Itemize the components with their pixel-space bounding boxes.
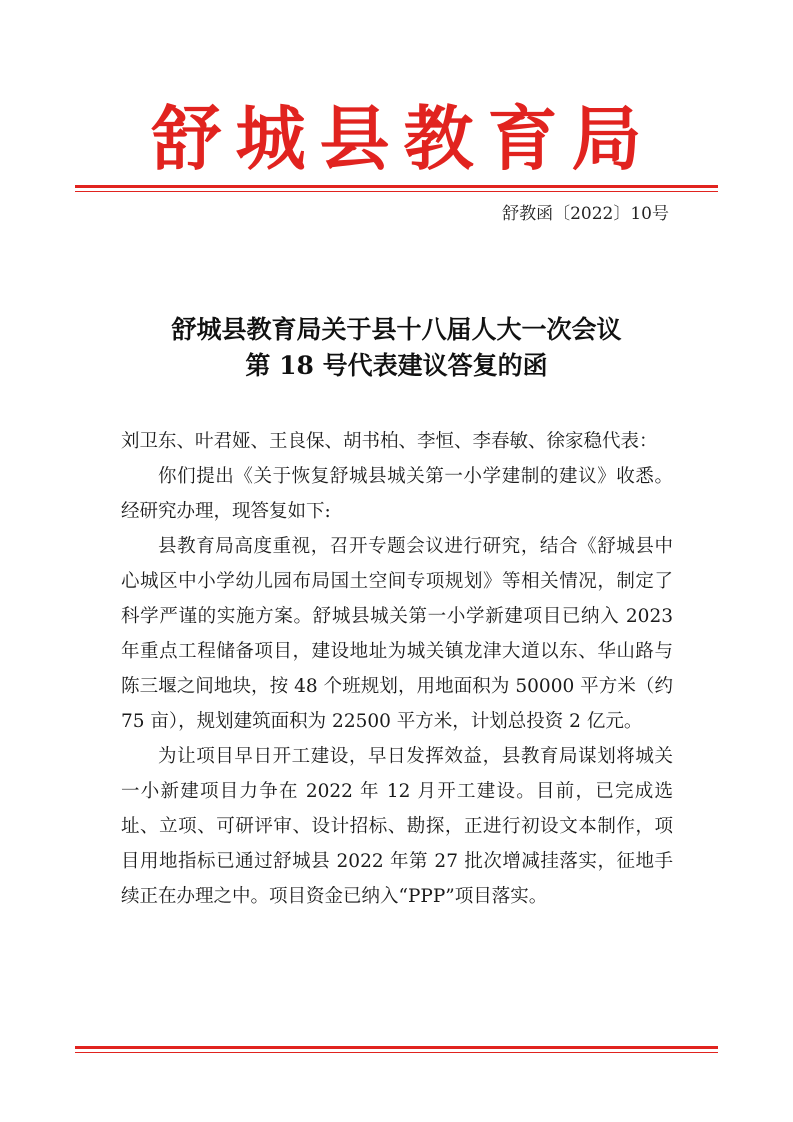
document-title [0, 312, 793, 384]
body-paragraph-1: 你们提出《关于恢复舒城县城关第一小学建制的建议》收悉。经研究办理，现答复如下: [121, 466, 673, 522]
salutation: 刘卫东、叶君娅、王良保、胡书柏、李恒、李春敏、徐家稳代表： [121, 431, 658, 452]
body-paragraph-2: 县教育局高度重视，召开专题会议进行研究，结合《舒城县中心城区中小学幼儿园布局国土空间专项规划》等相关情况，制定了科学严谨的实施方案。舒城县城关第一小学新建项目已纳入 2023 年重点工程储备项目，建设地址为城关镇龙津大道以东、华山路与陈三堰之间地块，按 48 个班规划，用地面积为 50000 平方米（约 75 亩），规划建筑面积为 22500 平方米，计划总投资 2 亿元。 [121, 536, 673, 732]
footer-red-rule [75, 1046, 718, 1053]
body-paragraph-3: 为让项目早日开工建设，早日发挥效益，县教育局谋划将城关一小新建项目力争在 2022 年 12 月开工建设。目前，已完成选址、立项、可研评审、设计招标、勘探，正进行初设文本制作，项目用地指标已通过舒城县 2022 年第 27 批次增减挂落实，征地手续正在办理之中。项目资金已纳入“PPP”项目落实。 [121, 746, 673, 907]
title-line-1: 舒城县教育局关于县十八届人大一次会议 [171, 315, 622, 344]
header-red-rule [75, 185, 718, 192]
masthead-agency-name: 舒城县教育局 [151, 97, 656, 180]
document-number: 舒教函〔2022〕10号 [502, 204, 669, 224]
title-line-2: 第 18 号代表建议答复的函 [245, 351, 548, 380]
footer-rule-thin [75, 1052, 718, 1053]
header-rule-thin [75, 191, 718, 192]
footer-rule-thick [75, 1046, 718, 1049]
document-body [121, 424, 673, 914]
header-rule-thick [75, 185, 718, 188]
